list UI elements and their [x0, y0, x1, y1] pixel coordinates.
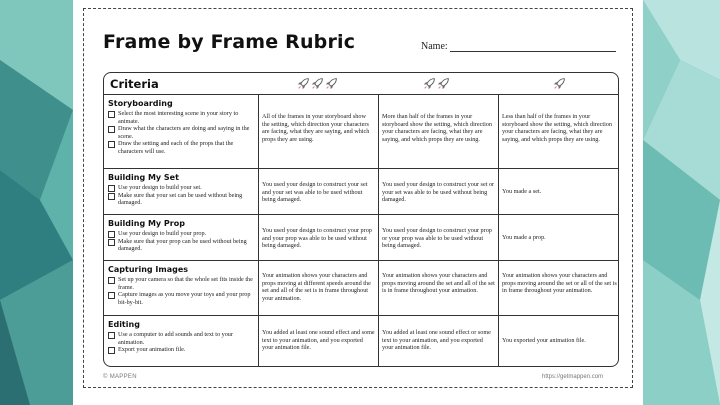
checklist-item: Use your design to build your set.: [108, 184, 256, 192]
level-1-cell: Less than half of the frames in your storyboard show the setting, which direction your characters are facing, what they are saying, and which props they are using.: [502, 113, 612, 143]
copyright-text: © MAPPEN: [103, 374, 137, 380]
checklist-item: Set up your camera so that the whole set fits inside the frame.: [108, 276, 256, 291]
rubric-table: [103, 72, 619, 367]
level-3-cell: All of the frames in your storyboard show the setting, which direction your characters are facing, what they are saying, and which props they are using.: [262, 113, 370, 143]
level-2-cell: You used your design to construct your set or your set was able to be used without being damaged.: [382, 181, 495, 204]
criteria-title: Editing: [108, 320, 140, 329]
name-label: Name:: [421, 41, 448, 52]
table-row: [104, 316, 618, 367]
level-2-cell: More than half of the frames in your storyboard show the setting, which direction your characters are facing, what they are saying, and which props they are using.: [382, 113, 492, 143]
criteria-checklist: [108, 110, 256, 155]
rocket-icon: [297, 77, 310, 90]
level-2-rockets: [423, 77, 450, 91]
checklist-item: Draw the setting and each of the props that the characters will use.: [108, 140, 256, 155]
level-3-cell: You used your design to construct your set and your set was able to be used without being damaged.: [262, 181, 368, 204]
website-link[interactable]: https://getmappen.com: [542, 374, 604, 380]
level-3-rockets: [297, 77, 338, 91]
level-1-cell: You made a set.: [502, 188, 542, 195]
rocket-icon: [311, 77, 324, 90]
level-2-cell: You added at least one sound effect or some text to your animation, and you exported your animation file.: [382, 329, 491, 352]
checklist-item: Use a computer to add sounds and text to your animation.: [108, 331, 256, 346]
rocket-icon: [325, 77, 338, 90]
level-1-cell: You exported your animation file.: [502, 337, 586, 344]
criteria-title: Building My Prop: [108, 219, 185, 228]
table-row: [104, 95, 618, 169]
criteria-checklist: [108, 331, 256, 354]
table-header: [104, 73, 618, 95]
level-1-rockets: [553, 77, 566, 91]
level-2-cell: Your animation shows your characters and props moving around the set and all of the set is in frame throughout your animation.: [382, 272, 495, 295]
criteria-checklist: [108, 230, 256, 253]
checklist-item: Export your animation file.: [108, 346, 256, 354]
criteria-title: Capturing Images: [108, 265, 189, 274]
page-title: Frame by Frame Rubric: [103, 31, 356, 53]
table-row: [104, 261, 618, 316]
rocket-icon: [437, 77, 450, 90]
criteria-title: Storyboarding: [108, 99, 173, 108]
criteria-checklist: [108, 276, 256, 306]
level-3-cell: You added at least one sound effect and some text to your animation, and you exported your animation file.: [262, 329, 375, 352]
checklist-item: Draw what the characters are doing and saying in the scene.: [108, 125, 256, 140]
level-2-cell: You used your design to construct your prop or your prop was able to be used without being damaged.: [382, 227, 492, 250]
rubric-sheet: [73, 0, 643, 405]
rocket-icon: [553, 77, 566, 90]
criteria-title: Building My Set: [108, 173, 179, 182]
table-row: [104, 215, 618, 261]
table-row: [104, 169, 618, 215]
level-1-cell: Your animation shows your characters and props moving around the set or all of the set is in frame throughout your animation.: [502, 272, 617, 295]
checklist-item: Capture images as you move your toys and your prop bit-by-bit.: [108, 291, 256, 306]
checklist-item: Make sure that your prop can be used without being damaged.: [108, 238, 256, 253]
rocket-icon: [423, 77, 436, 90]
criteria-header: Criteria: [110, 77, 159, 91]
checklist-item: Use your design to build your prop.: [108, 230, 256, 238]
level-1-cell: You made a prop.: [502, 234, 546, 241]
level-3-cell: Your animation shows your characters and props moving at different speeds around the set and all of the set is in frame throughout your animation.: [262, 272, 371, 302]
level-3-cell: You used your design to construct your prop and your prop was able to be used without being damaged.: [262, 227, 372, 250]
criteria-checklist: [108, 184, 256, 207]
checklist-item: Make sure that your set can be used without being damaged.: [108, 192, 256, 207]
checklist-item: Select the most interesting scene in your story to animate.: [108, 110, 256, 125]
name-field[interactable]: [450, 51, 616, 52]
